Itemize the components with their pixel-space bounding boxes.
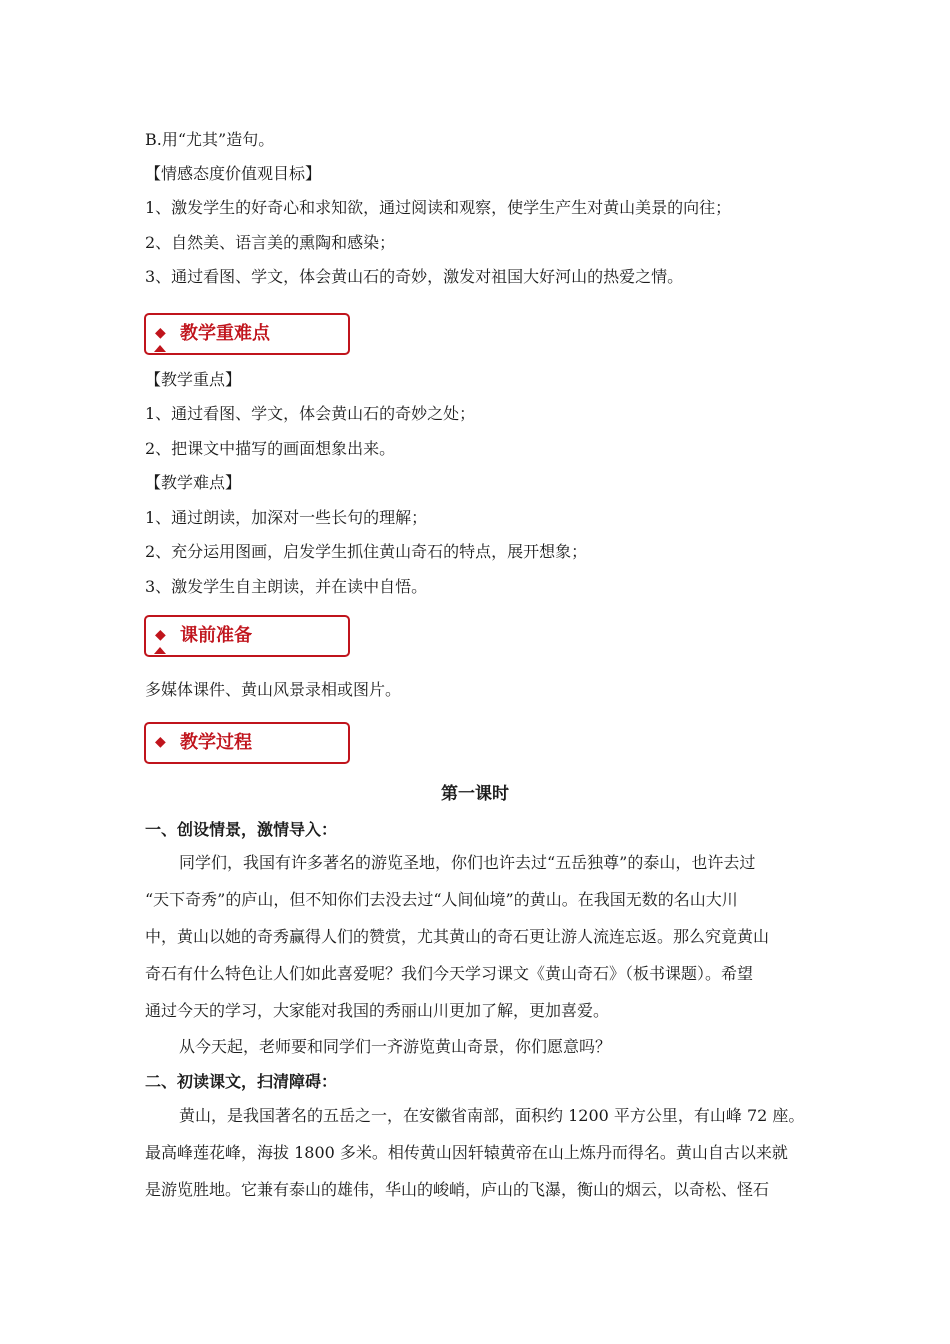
- paragraph-line: 黄山，是我国著名的五岳之一，在安徽省南部，面积约 1200 平方公里，有山峰 72 座。: [179, 1106, 805, 1125]
- section-title: 课前准备: [180, 625, 252, 646]
- section-header-difficulty: [144, 313, 350, 355]
- subheading: 【教学重点】: [145, 370, 242, 389]
- paragraph-line: 中，黄山以她的奇秀赢得人们的赞赏，尤其黄山的奇石更让游人流连忘返。那么究竟黄山: [145, 927, 770, 946]
- text-line: 2、把课文中描写的画面想象出来。: [145, 439, 396, 458]
- text-line: 1、通过朗读，加深对一些长句的理解；: [145, 508, 428, 527]
- text-line: 2、充分运用图画，启发学生抓住黄山奇石的特点，展开想象；: [145, 542, 588, 561]
- text-line: 多媒体课件、黄山风景录相或图片。: [145, 680, 402, 699]
- text-line: 2、自然美、语言美的熏陶和感染；: [145, 233, 396, 252]
- text-line: 1、激发学生的好奇心和求知欲，通过阅读和观察，使学生产生对黄山美景的向往；: [145, 198, 732, 217]
- paragraph-line: 通过今天的学习，大家能对我国的秀丽山川更加了解，更加喜爱。: [145, 1001, 610, 1020]
- triangle-marker-icon: [154, 647, 166, 654]
- section-header-preparation: [144, 615, 350, 657]
- section-title: 教学重难点: [180, 323, 270, 344]
- text-line: 3、激发学生自主朗读，并在读中自悟。: [145, 577, 428, 596]
- text-line: 3、通过看图、学文，体会黄山石的奇妙，激发对祖国大好河山的热爱之情。: [145, 267, 684, 286]
- paragraph-line: 奇石有什么特色让人们如此喜爱呢？我们今天学习课文《黄山奇石》（板书课题）。希望: [145, 964, 754, 983]
- section-title: 教学过程: [180, 732, 252, 753]
- diamond-bullet-icon: ◆: [155, 734, 166, 750]
- triangle-marker-icon: [154, 345, 166, 352]
- text-line: B.用“尤其”造句。: [145, 130, 275, 149]
- paragraph-line: 是游览胜地。它兼有泰山的雄伟，华山的峻峭，庐山的飞瀑，衡山的烟云，以奇松、怪石: [145, 1180, 770, 1199]
- paragraph-line: 同学们，我国有许多著名的游览圣地，你们也许去过“五岳独尊”的泰山，也许去过: [179, 853, 756, 872]
- text-line: 1、通过看图、学文，体会黄山石的奇妙之处；: [145, 404, 476, 423]
- diamond-bullet-icon: ◆: [155, 627, 166, 643]
- paragraph-line: 从今天起，老师要和同学们一齐游览黄山奇景，你们愿意吗？: [179, 1037, 612, 1056]
- subheading: 【教学难点】: [145, 473, 242, 492]
- goal-heading: 【情感态度价值观目标】: [145, 164, 322, 183]
- paragraph-line: 最高峰莲花峰，海拔 1800 多米。相传黄山因轩辕黄帝在山上炼丹而得名。黄山自古以来就: [145, 1143, 788, 1162]
- part-heading: 二、初读课文，扫清障碍：: [145, 1072, 338, 1091]
- paragraph-line: “天下奇秀”的庐山，但不知你们去没去过“人间仙境”的黄山。在我国无数的名山大川: [145, 890, 738, 909]
- section-header-process: [144, 722, 350, 764]
- part-heading: 一、创设情景，激情导入：: [145, 820, 338, 839]
- lesson-title: 第一课时: [441, 784, 509, 804]
- diamond-bullet-icon: ◆: [155, 325, 166, 341]
